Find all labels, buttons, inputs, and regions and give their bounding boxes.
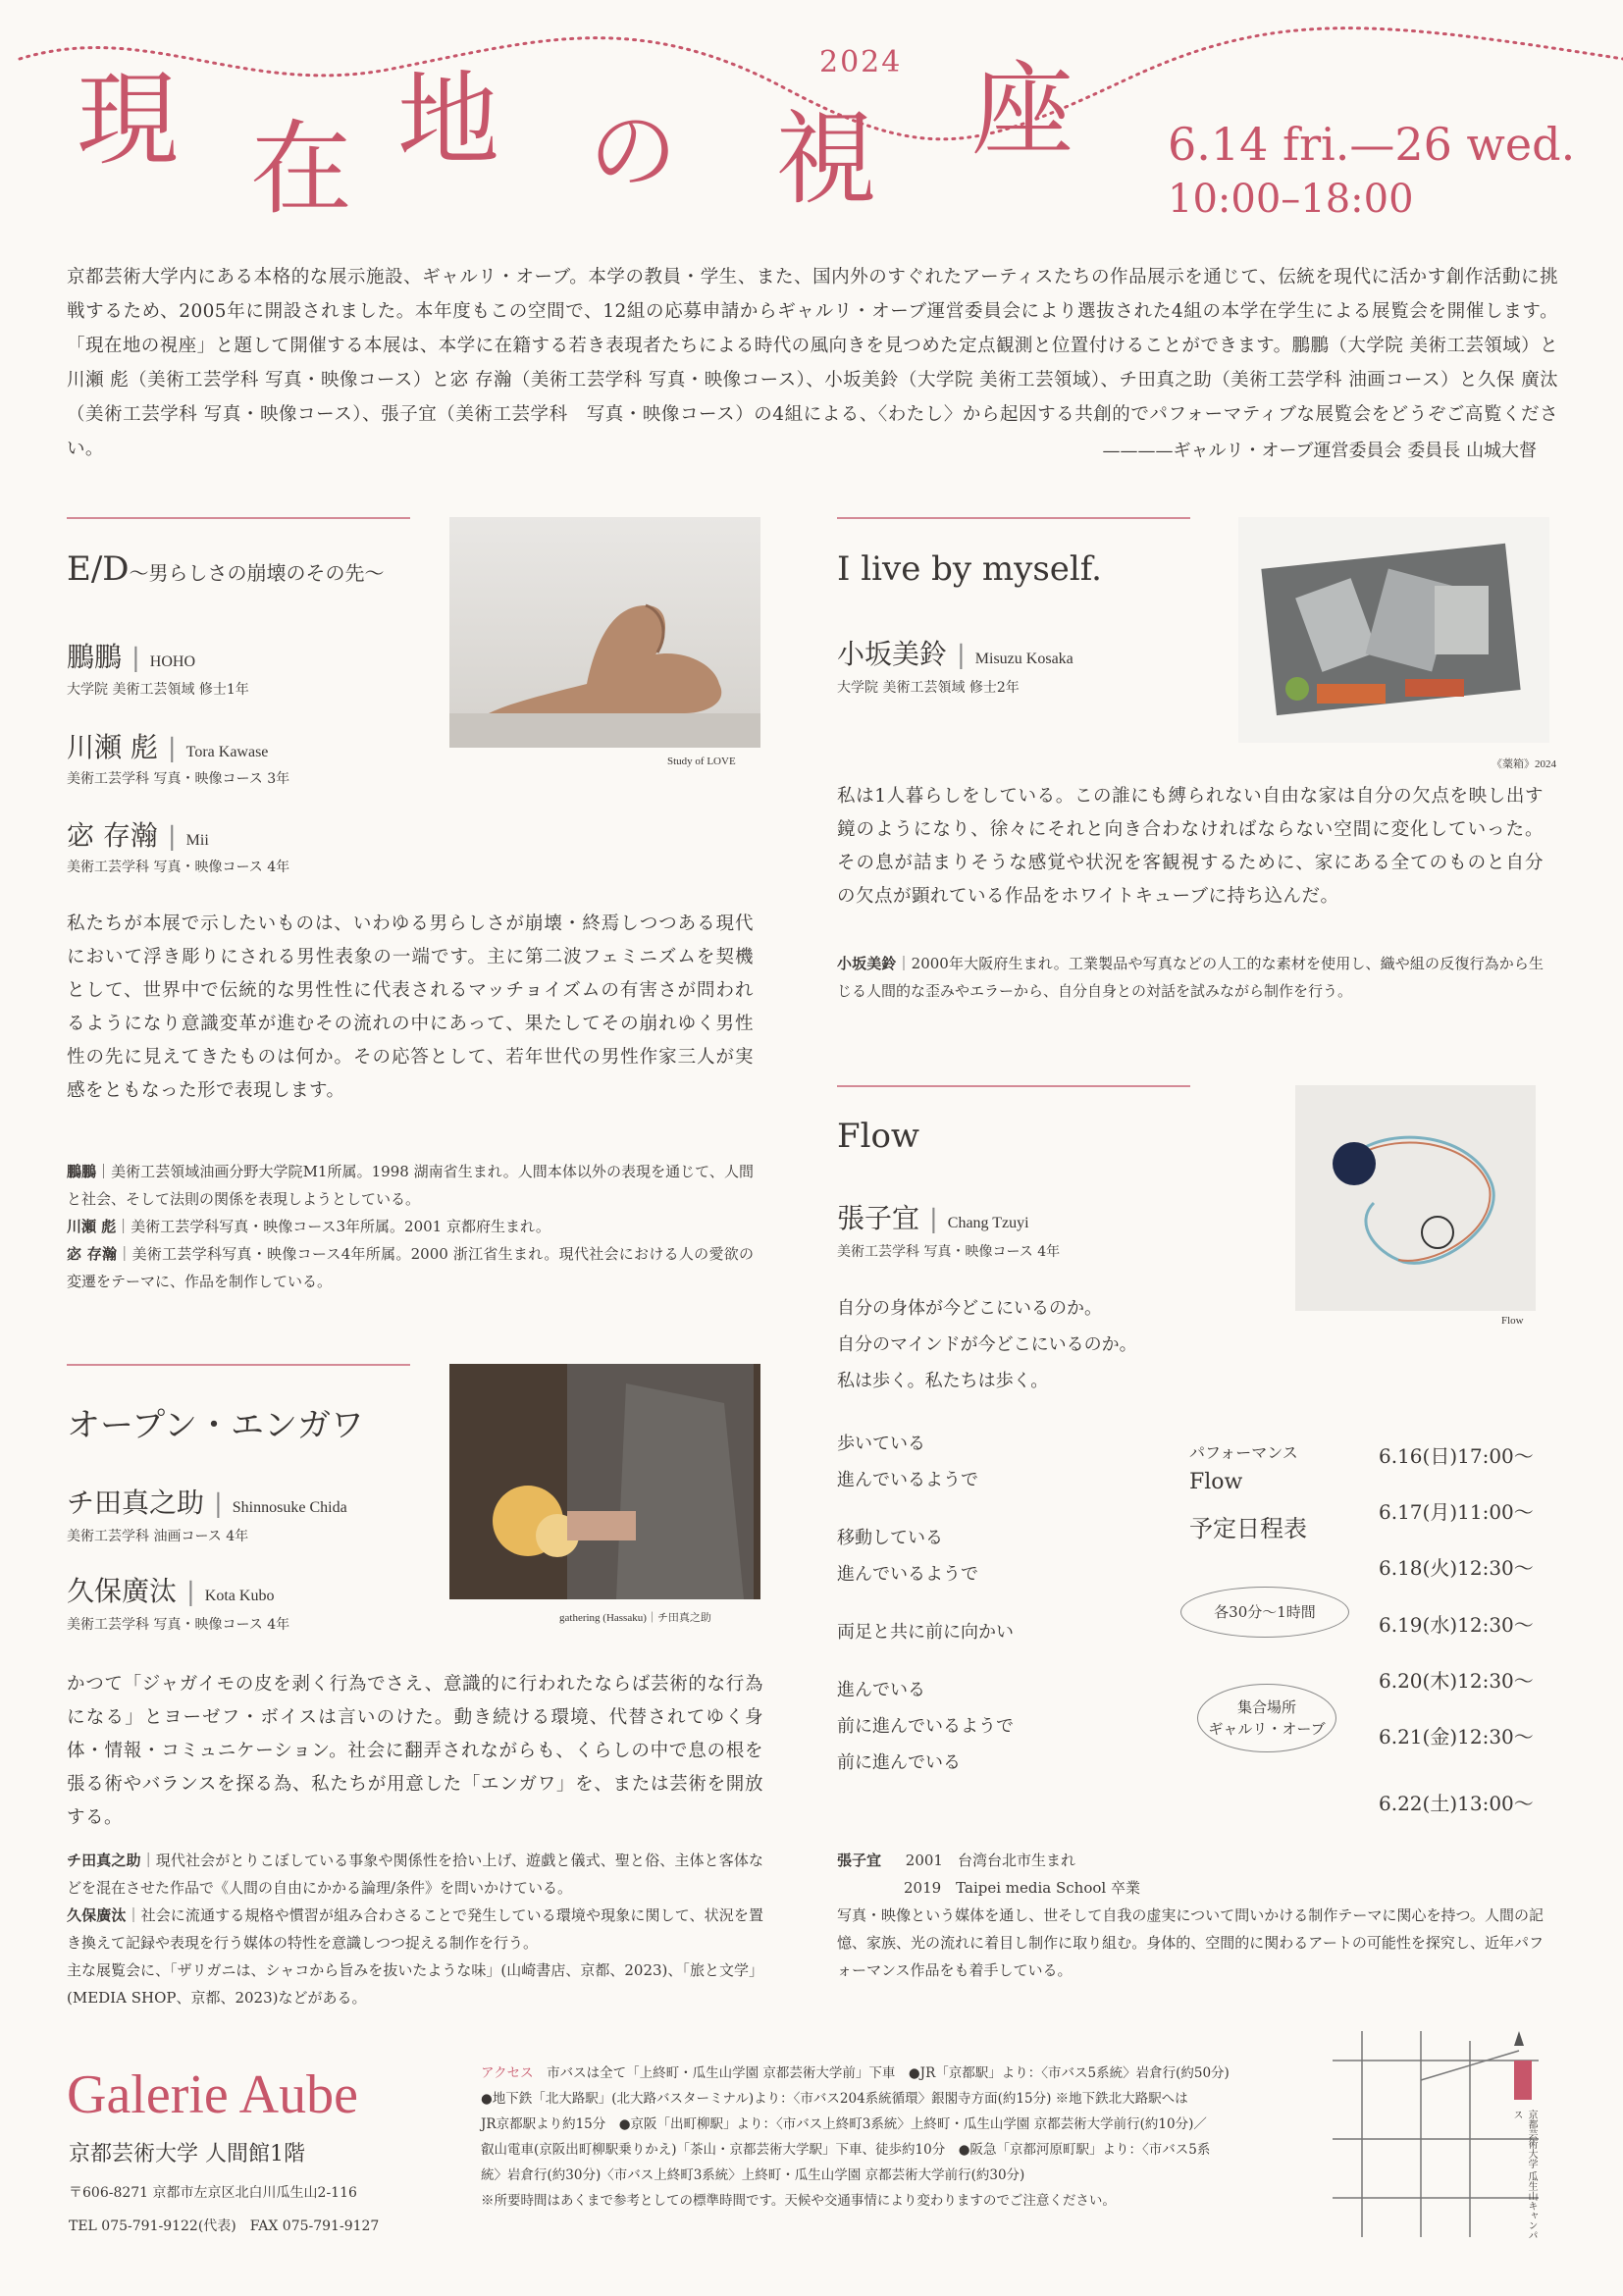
bio-text: ｜2000年大阪府生まれ。工業製品や写真などの人工的な素材を使用し、織や組の反復行為から生じる人間的な歪みやエラーから、自分自身との対話を試みながら制作を行う。 (837, 955, 1544, 1000)
schedule-date: 6.17(月)11:00～ (1379, 1500, 1534, 1524)
artist-name: 川瀬 彪 (67, 731, 158, 763)
bio-text: ｜美術工芸領域油画分野大学院M1所属。1998 湖南省生まれ。人間本体以外の表現を通じて、人間と社会、そして法則の関係を表現しようとしている。 (67, 1163, 754, 1208)
flow-bio (837, 1847, 1544, 1984)
bio-text: ｜美術工芸学科写真・映像コース4年所属。2000 浙江省生まれ。現代社会における人の愛欲の変遷をテーマに、作品を制作している。 (67, 1245, 754, 1290)
title-char-1: 現 (77, 60, 180, 180)
artist-roman: Shinnosuke Chida (232, 1499, 347, 1516)
bio-text: 写真・映像という媒体を通し、世そして自我の虚実について問いかける制作テーマに関心を持つ。人間の記憶、家族、光の流れに着目し制作に取り組む。身体的、空間的に関わるアートの可能性を探究し、近年パフォーマンス作品をも着手している。 (837, 1906, 1544, 1979)
bio-name: 川瀬 彪 (67, 1218, 117, 1235)
bio-name: チ田真之助 (67, 1852, 141, 1869)
artist-name-row: 宓 存瀚 | Mii (67, 819, 209, 852)
ed-title-main: E/D (67, 549, 130, 589)
artwork-caption: Study of LOVE (667, 756, 736, 767)
artist-name: 宓 存瀚 (67, 819, 158, 852)
artwork-caption: gathering (Hassaku)｜チ田真之助 (559, 1612, 711, 1624)
title-char-3: 地 (397, 60, 500, 180)
artist-name-row: 張子宜 | Chang Tzuyi (837, 1202, 1029, 1234)
bio-name: 宓 存瀚 (67, 1245, 118, 1263)
gallery-tel: TEL 075-791-9122(代表) FAX 075-791-9127 (69, 2218, 380, 2234)
bio-text: ｜美術工芸学科写真・映像コース3年所属。2001 京都府生まれ。 (116, 1218, 550, 1235)
intro-signature: ————ギャルリ・オーブ運営委員会 委員長 山城大督 (1102, 441, 1537, 461)
schedule-date: 6.22(土)13:00～ (1379, 1792, 1534, 1815)
gallery-place: 京都芸術大学 人間館1階 (69, 2142, 305, 2166)
bio-name: 鵬鵬 (67, 1163, 97, 1180)
bio-text: ｜社会に流通する規格や慣習が組み合わさることで発生している環境や現象に関して、状況を置き換えて記録や表現を行う媒体の特性を意識しつつ捉える制作を行う。 (67, 1906, 763, 1952)
ed-bio (67, 1158, 754, 1295)
artist-affiliation: 美術工芸学科 写真・映像コース 4年 (837, 1244, 1061, 1260)
engawa-statement: かつて「ジャガイモの皮を剥く行為でさえ、意識的に行われたならば芸術的な行為になる」とヨーゼフ・ボイスは言いのけた。動き続ける環境、代替されてゆく身体・情報・コミュニケーション。社会に翻弄されながらも、くらしの中で息の根を張る術やバランスを探る為、私たちが用意した「エンガワ」を、または芸術を開放する。 (67, 1674, 763, 1828)
flow-intro-lines (837, 1290, 1137, 1399)
artist-name: チ田真之助 (67, 1487, 205, 1519)
artist-name: 張子宜 (837, 1202, 920, 1234)
title-char-6: 座 (971, 50, 1074, 170)
poem-line: 移動している (837, 1528, 943, 1548)
map-campus-label: 京都芸術大学 瓜生山キャンパス (1511, 2110, 1537, 2241)
title-char-4: の (589, 100, 677, 203)
artist-affiliation: 大学院 美術工芸領域 修士2年 (837, 680, 1020, 696)
title-char-5: 視 (775, 99, 878, 219)
live-bio (837, 950, 1544, 1005)
bio-name: 久保廣汰 (67, 1906, 127, 1924)
access-line: 市バスは全て「上終町・瓜生山学園 京都芸術大学前」下車 ●JR「京都駅」より：〈市バス5系統〉岩倉行(約50分) (547, 2065, 1230, 2081)
artist-name-row: 鵬鵬 | HOHO (67, 641, 195, 673)
access-line: JR京都駅より約15分 ●京阪「出町柳駅」より：〈市バス上終町3系統〉上終町・瓜生山学園 京都芸術大学前行(約10分)／ (481, 2116, 1207, 2132)
gallery-address: 〒606-8271 京都市左京区北白川瓜生山2-116 (69, 2185, 357, 2201)
artist-name: 久保廣汰 (67, 1575, 178, 1607)
artist-roman: Tora Kawase (185, 744, 269, 760)
access-line: 統〉岩倉行(約30分)〈市バス上終町3系統〉上終町・瓜生山学園 京都芸術大学前行(約30分) (481, 2167, 1025, 2183)
poem-line: 自分のマインドが今どこにいるのか。 (837, 1334, 1137, 1355)
artist-roman: Chang Tzuyi (947, 1215, 1029, 1231)
meeting-place-label: 集合場所 (1236, 1698, 1296, 1716)
ed-statement: 私たちが本展で示したいものは、いわゆる男らしさが崩壊・終焉しつつある現代において浮き彫りにされる男性表象の一端です。主に第二波フェミニズムを契機として、世界中で伝統的な男性性に代表されるマッチョイズムの有害さが問われるようになり意識変革が進むその流れの中にあって、果たしてその崩れゆく男性性の先に見えてきたものは何か。その応答として、若年世代の男性作家三人が実感をともなった形で表現します。 (67, 913, 754, 1101)
access-line: ※所要時間はあくまで参考としての標準時間です。天候や交通事情により変わりますのでご注意ください。 (481, 2193, 1116, 2209)
bio-text: ｜現代社会がとりこぼしている事象や関係性を拾い上げ、遊戯と儀式、聖と俗、主体と客体などを混在させた作品で《人間の自由にかかる論理/条件》を問いかけている。 (67, 1852, 763, 1897)
engawa-bio (67, 1847, 763, 2011)
bio-name: 小坂美鈴 (837, 955, 897, 972)
artist-affiliation: 美術工芸学科 写真・映像コース 3年 (67, 771, 290, 787)
poem-line: 進んでいる (837, 1680, 925, 1700)
artist-name: 鵬鵬 (67, 641, 123, 673)
poem-line: 前に進んでいるようで (837, 1716, 1014, 1737)
flow-poem (837, 1426, 1014, 1781)
artist-name-row: 小坂美鈴 | Misuzu Kosaka (837, 638, 1073, 670)
schedule-date: 6.18(火)12:30～ (1379, 1556, 1534, 1580)
performance-label: パフォーマンス (1189, 1443, 1298, 1462)
bio-name: 張子宜 (837, 1852, 882, 1869)
ed-title (67, 549, 385, 589)
exhibition-hours: 10:00–18:00 (1168, 177, 1414, 222)
performance-schedule-label: 予定日程表 (1189, 1515, 1307, 1542)
exhibition-dates: 6.14 fri.—26 wed. (1168, 118, 1576, 171)
meeting-place-oval (1197, 1684, 1336, 1752)
poem-line: 私は歩く。私たちは歩く。 (837, 1371, 1049, 1391)
gallery-name: Galerie Aube (67, 2064, 358, 2125)
artist-name-row: 川瀬 彪 | Tora Kawase (67, 731, 269, 763)
bio-line: 2001 台湾台北市生まれ (905, 1852, 1075, 1869)
artist-affiliation: 美術工芸学科 写真・映像コース 4年 (67, 1617, 290, 1633)
bio-line: 2019 Taipei media School 卒業 (904, 1879, 1140, 1897)
title-char-2: 在 (250, 109, 353, 229)
access-line: ●地下鉄「北大路駅」(北大路バスターミナル)より：〈市バス204系統循環〉銀閣寺方面(約15分) ※地下鉄北大路駅へは (481, 2091, 1188, 2107)
artwork-photo-medicine-box (1238, 517, 1549, 743)
artwork-photo-study-of-love (449, 517, 760, 748)
access-map (1323, 2021, 1548, 2247)
artist-affiliation: 美術工芸学科 油画コース 4年 (67, 1529, 249, 1544)
artist-roman: Misuzu Kosaka (974, 651, 1073, 667)
access-info (481, 2061, 1295, 2214)
artist-affiliation: 大学院 美術工芸領域 修士1年 (67, 682, 249, 698)
access-label: アクセス (481, 2065, 534, 2081)
duration-oval: 各30分～1時間 (1180, 1587, 1349, 1638)
performance-flow-label: Flow (1189, 1470, 1243, 1494)
bio-text: 主な展覧会に、「ザリガニは、シャコから旨みを抜いたような味」(山崎書店、京都、2023)、「旅と文学」(MEDIA SHOP、京都、2023)などがある。 (67, 1961, 763, 2007)
poem-line: 前に進んでいる (837, 1752, 961, 1773)
artist-roman: HOHO (149, 653, 195, 670)
live-statement: 私は1人暮らしをしている。この誰にも縛られない自由な家は自分の欠点を映し出す鏡のようになり、徐々にそれと向き合わなければならない空間に変化していった。その息が詰まりそうな感覚や状況を客観視するために、家にある全てのものと自分の欠点が顕れている作品をホワイトキューブに持ち込んだ。 (837, 786, 1544, 907)
schedule-date: 6.19(水)12:30～ (1379, 1613, 1534, 1637)
artist-name: 小坂美鈴 (837, 638, 948, 670)
section-divider (837, 1085, 1190, 1087)
flow-title: Flow (837, 1117, 920, 1156)
section-divider (67, 1364, 410, 1366)
artist-affiliation: 美術工芸学科 写真・映像コース 4年 (67, 860, 290, 875)
artwork-caption: 《薬箱》2024 (1492, 758, 1556, 770)
artwork-photo-flow (1295, 1085, 1536, 1311)
poem-line: 進んでいるようで (837, 1564, 978, 1585)
schedule-date: 6.20(木)12:30～ (1379, 1669, 1534, 1693)
schedule-date: 6.16(日)17:00～ (1379, 1444, 1534, 1468)
access-line: 叡山電車(京阪出町柳駅乗りかえ)「茶山・京都芸術大学駅」下車、徒歩約10分 ●阪急「京都河原町駅」より：〈市バス5系 (481, 2142, 1211, 2158)
artist-name-row: チ田真之助 | Shinnosuke Chida (67, 1487, 347, 1519)
year-label: 2024 (819, 45, 903, 79)
meeting-place-value: ギャルリ・オーブ (1208, 1720, 1326, 1738)
artwork-photo-gathering (449, 1364, 760, 1599)
poem-line: 両足と共に前に向かい (837, 1622, 1014, 1643)
poem-line: 歩いている (837, 1434, 925, 1454)
schedule-date: 6.21(金)12:30～ (1379, 1725, 1534, 1748)
ed-subtitle: ～男らしさの崩壊のその先～ (129, 561, 385, 585)
artist-name-row: 久保廣汰 | Kota Kubo (67, 1575, 275, 1607)
live-title: I live by myself. (837, 549, 1102, 589)
artwork-caption: Flow (1501, 1315, 1524, 1327)
section-divider (837, 517, 1190, 519)
poem-line: 自分の身体が今どこにいるのか。 (837, 1298, 1102, 1319)
poem-line: 進んでいるようで (837, 1470, 978, 1490)
artist-roman: Mii (185, 832, 209, 849)
section-divider (67, 517, 410, 519)
engawa-title: オープン・エンガワ (67, 1406, 364, 1445)
artist-roman: Kota Kubo (204, 1588, 275, 1604)
intro-text: 京都芸術大学内にある本格的な展示施設、ギャルリ・オーブ。本学の教員・学生、また、国内外のすぐれたアーティスたちの作品展示を通じて、伝統を現代に活かす創作活動に挑戦するため、2005年に開設されました。本年度もこの空間で、12組の応募申請からギャルリ・オーブ運営委員会により選抜された4組の本学在学生による展覧会を開催します。「現在地の視座」と題して開催する本展は、本学に在籍する若き表現者たちによる時代の風向きを見つめた定点観測と位置付けることができます。鵬鵬（大学院 美術工芸領域）と川瀬 彪（美術工芸学科 写真・映像コース）と宓 存瀚（美術工芸学科 写真・映像コース）、小坂美鈴（大学院 美術工芸領域）、チ田真之助（美術工芸学科 油画コース）と久保 廣汰（美術工芸学科 写真・映像コース）、張子宜（美術工芸学科 写真・映像コース）の4組による、〈わたし〉から起因する共創的でパフォーマティブな展覧会をどうぞご高覧ください。 (67, 267, 1558, 459)
